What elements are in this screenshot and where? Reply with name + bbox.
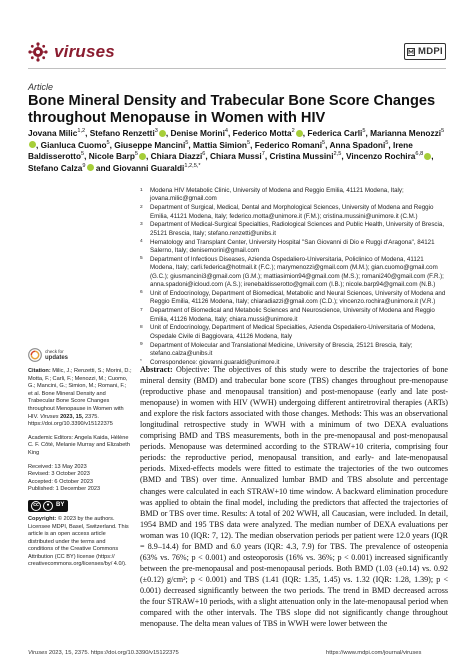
author-affiliation-ref: 7 — [261, 151, 265, 158]
author-name[interactable]: Vincenzo Rochira — [345, 151, 416, 162]
journal-header — [28, 42, 446, 64]
author-affiliation-ref: 5 — [385, 139, 389, 146]
author-separator: , — [431, 151, 434, 162]
affiliation-text: Modena HIV Metabolic Clinic, University of Modena and Reggio Emilia, 41121 Modena, Italy; jovana.milic@gmail.com — [150, 187, 404, 203]
author-separator: , — [109, 139, 115, 150]
author-affiliation-ref: 5 — [134, 151, 139, 158]
abstract-text: Objective: The objectives of this study were to describe the trajectories of bone mineral density (BMD) and trabecular bone score (TBS) changes throughout pre-menopause (reproductive phase and menopausal transition) and post-menopause (early and late post-menopause) in women with HIV (WWH) undergoing different antiretroviral therapies (ARTs) and explore the risk factors associated with those changes. Methods: This was an observational longitudinal retrospective study in WWH with a minimum of two DEXA evaluations comprising BMD and TBS measurements, both in the pre-menopausal and post-menopausal periods. Menopause was determined according to the STRAW+10 criteria, comprising four periods: the reproductive period, menopausal transition, and early- and late-menopausal periods. Mixed-effects models were fitted to estimate the trajectories of the two outcomes (BMD and TBS) over time. Annualized lumbar BMD and TBS absolute and percentage changes were calculated in each STRAW+10 time window. A backward elimination procedure was applied to obtain the final model, including the predictors that affected the trajectories of BMD or TBS over time. Results: A total of 202 WWH, all Caucasian, were included. In detail, 1954 BMD and 195 TBS data were analyzed. The median number of DEXA evaluations per woman was 10 (IQR: 7, 12). The median observation periods per patient were 12.0 years (IQR = 8.9–14.4) for BMD and 6.0 years (IQR: 4.3, 7.9) for TBS. The prevalence of osteopenia (63% vs. 76%; p < 0.001) and osteoporosis (16% vs. 36%; p < 0.001) increased significantly between the pre-menopausal and post-menopausal periods. Both BMD (1.03 (±0.14) vs. 0.92 (±0.12) g/cm²; p < 0.001) and TBS (1.41 (IQR: 1.35, 1.45) vs. 1.32 (IQR: 1.28, 1.39); p < 0.001) decreased significantly between the two periods. The trend in BMD decreased across the four STRAW+10 periods, with a slight attenuation only in the late-menopausal period when compared with the other intervals. The TBS slope did not significantly change throughout menopause. The delta mean values of TBS in WWH were lower between the — [140, 365, 448, 629]
mdpi-logo[interactable] — [404, 43, 446, 60]
affiliation-text: Unit of Endocrinology, Department of Medical Specialties, Azienda Ospedaliero-Universitaria of Modena, Ospedale Civile di Baggiovara, 41126 Modena, Italy — [150, 324, 436, 340]
author-affiliation-ref: 6 — [202, 151, 206, 158]
citation-volume: 2023, 15, — [60, 413, 84, 420]
orcid-icon[interactable] — [29, 141, 36, 148]
copyright-label: Copyright: — [28, 515, 57, 522]
author-separator: , — [341, 151, 346, 162]
check-updates-label: check for updates — [45, 348, 69, 361]
affiliation-number: 4 — [140, 239, 143, 245]
citation-journal: Viruses — [39, 413, 59, 420]
author-affiliation-ref: 3 — [154, 128, 158, 135]
orcid-icon[interactable] — [296, 130, 303, 137]
author-separator: , — [146, 151, 151, 162]
author-name[interactable]: Giuseppe Mancini — [114, 139, 186, 150]
author-separator: , — [205, 151, 211, 162]
affiliation-item — [140, 307, 448, 324]
author-separator: , — [365, 128, 371, 138]
orcid-icon[interactable] — [139, 153, 146, 160]
author-affiliation-ref: 1,2,5,* — [184, 163, 201, 170]
author-name[interactable]: Chiara Mussi — [210, 151, 262, 162]
citation-block — [28, 368, 132, 429]
author-separator: , — [165, 128, 171, 138]
affiliation-number: 8 — [140, 324, 143, 330]
author-affiliation-ref: 5 — [322, 139, 326, 146]
check-updates-icon — [28, 348, 42, 362]
author-separator: , — [264, 151, 270, 162]
affiliation-text: Department of Surgical, Medical, Dental and Morphological Sciences, University of Modena and Reggio Emilia, 41121 Modena, Italy; federico.motta@unimore.it (F.M.); cristina.mussini@unimore.it (C.M.) — [150, 204, 434, 220]
author-name[interactable]: Federico Motta — [232, 128, 292, 138]
author-affiliation-ref: 5 — [441, 128, 445, 135]
footer-journal: Viruses — [28, 650, 48, 656]
journal-logo[interactable] — [28, 42, 115, 62]
abstract-label: Abstract: — [140, 365, 173, 374]
mdpi-mark-icon — [407, 48, 415, 56]
author-affiliation-ref: 5 — [106, 139, 110, 146]
author-separator: , — [302, 128, 308, 138]
publisher-name: MDPI — [418, 46, 443, 57]
author-name[interactable]: Stefano Calza — [28, 162, 83, 173]
citation-text: Milic, J.; Renzetti, S.; Morini, D.; Motta, F.; Carli, F.; Menozzi, M.; Cuomo, G.; Mancini, G.; Simion, M.; Romani, F.; et al. Bone Mineral Density and Trabecular Bone Score Changes throughout Menopause in Women with HIV. — [28, 368, 132, 420]
affiliation-number: 6 — [140, 290, 143, 296]
affiliation-number: 5 — [140, 256, 143, 262]
affiliation-text: Correspondence: giovanni.guaraldi@unimore.it — [150, 358, 280, 366]
author-list — [28, 128, 446, 174]
author-affiliation-ref: 5 — [81, 151, 85, 158]
citation-label: Citation: — [28, 368, 51, 374]
affiliation-number: 2 — [140, 204, 143, 210]
cc-by-label: BY — [56, 502, 65, 509]
affiliation-number: * — [140, 359, 142, 365]
citation-doi-link[interactable]: 2375. https://doi.org/10.3390/v15122375 — [28, 413, 113, 428]
author-name[interactable]: Federico Romani — [254, 139, 323, 150]
academic-editors: Academic Editors: Angela Kaida, Hélène C. F. Côté, Melanie Murray and Elizabeth King — [28, 434, 130, 456]
attribution-person-icon: ● — [43, 501, 53, 511]
footer-journal-link[interactable]: https://www.mdpi.com/journal/viruses — [326, 650, 422, 656]
virus-icon — [28, 42, 48, 62]
author-affiliation-ref: 1,2 — [77, 128, 86, 135]
orcid-icon[interactable] — [159, 130, 166, 137]
cc-license-badge[interactable] — [28, 500, 68, 512]
author-name[interactable]: Denise Morini — [170, 128, 225, 138]
author-affiliation-ref: 4 — [224, 128, 229, 135]
affiliation-item — [140, 204, 448, 221]
author-name[interactable]: Federica Carli — [307, 128, 363, 138]
affiliation-text: Department of Medical-Surgical Specialties, Radiological Sciences and Public Health, University of Brescia, 25121 Brescia, Italy; stefano.renzetti@unibs.it — [150, 221, 445, 237]
affiliation-item — [140, 342, 448, 359]
publication-date: Accepted: 6 October 2023 — [28, 478, 93, 485]
affiliation-text: Unit of Endocrinology, Department of Biomedical, Metabolic and Neural Sciences, University of Modena and Reggio Emilia, 41126 Modena, Italy; chiaradiazzi@gmail.com (C.D.); vincenzo.rochira@unimore.it (V.R.) — [150, 289, 446, 306]
author-separator: , — [85, 128, 90, 138]
article-title: Bone Mineral Density and Trabecular Bone Score Changes throughout Menopause in Women with HIV — [28, 93, 436, 126]
publication-date: Revised: 3 October 2023 — [28, 471, 90, 478]
author-name[interactable]: Chiara Diazzi — [150, 151, 203, 162]
author-name[interactable]: Stefano Renzetti — [89, 128, 155, 138]
affiliation-text: Hematology and Transplant Center, University Hospital "San Giovanni di Dio e Ruggi d'Aragona", 84121 Salerno, Italy; denisemorini@gmail.com — [150, 238, 435, 255]
affiliation-item — [140, 290, 448, 307]
affiliation-number: 7 — [140, 307, 143, 313]
affiliation-number: 3 — [140, 221, 143, 227]
author-affiliation-ref: 6,8 — [415, 151, 424, 158]
affiliation-item — [140, 256, 448, 290]
publication-date: Received: 13 May 2023 — [28, 463, 87, 470]
author-affiliation-ref: 5 — [246, 139, 251, 146]
article-sidebar — [28, 348, 132, 575]
author-name[interactable]: Nicole Barp — [88, 151, 135, 162]
author-affiliation-ref: 2,5 — [333, 151, 342, 158]
affiliation-item — [140, 324, 448, 341]
affiliation-number: 9 — [140, 342, 143, 348]
orcid-icon[interactable] — [87, 164, 94, 171]
author-separator: , — [228, 128, 233, 138]
author-name[interactable]: Mattia Simion — [193, 139, 247, 150]
author-separator: , — [250, 139, 255, 150]
affiliation-number: 1 — [140, 187, 143, 193]
affiliation-item — [140, 221, 448, 238]
copyright-notice — [28, 516, 132, 569]
author-separator: , — [325, 139, 330, 150]
author-affiliation-ref: 2 — [291, 128, 295, 135]
affiliation-text: Department of Molecular and Translational Medicine, University of Brescia, 25121 Brescia, Italy; stefano.calza@unibs.it — [150, 341, 413, 357]
author-affiliation-ref: 5 — [362, 128, 366, 135]
abstract — [140, 364, 448, 629]
affiliation-text: Department of Infectious Diseases, Azienda Ospedaliero-Universitaria, Policlinico of Modena, 41121 Modena, Italy; carli.federica@hotmail.it (F.C.); marymenozzi@gmail.com (M.M.); gian.cuomo@gmail.com (G.C.); giusmancini3@gmail.com (G.M.); mattiasimion94@gmail.com (M.S.); romani240@gmail.com (F.R.); anna.spadoni@icloud.com (A.S.); irenebaldisserotto@gmail.com (I.B.); nicole.barp94@gmail.com (N.B.) — [150, 255, 444, 289]
author-separator: , — [188, 139, 194, 150]
publication-date: Published: 1 December 2023 — [28, 486, 101, 493]
journal-name: viruses — [54, 42, 115, 61]
author-name[interactable]: Marianna Menozzi — [370, 128, 442, 138]
affiliation-list — [140, 187, 448, 367]
author-affiliation-ref: 5 — [185, 139, 189, 146]
author-affiliation-ref: 9 — [82, 163, 86, 170]
author-name[interactable]: and Giovanni Guaraldi — [95, 162, 185, 173]
author-name[interactable]: Jovana Milic — [28, 128, 78, 138]
author-separator: , — [84, 151, 89, 162]
copyright-text: © 2023 by the authors. Licensee MDPI, Basel, Switzerland. This article is an open access article distributed under the terms and conditions of the Creative Commons Attribution (CC BY) license (https:// creativecommons.org/licenses/by/ 4.0/). — [28, 515, 129, 568]
publication-dates — [28, 464, 132, 494]
author-name[interactable]: Gianluca Cuomo — [40, 139, 107, 150]
author-separator: , — [36, 139, 41, 150]
author-separator: , — [388, 139, 394, 150]
check-updates-button[interactable] — [28, 348, 132, 362]
affiliation-item — [140, 239, 448, 256]
footer-doi-link[interactable]: 2023, 15, 2375. https://doi.org/10.3390/v15122375 — [48, 650, 179, 656]
author-name[interactable]: Anna Spadoni — [329, 139, 386, 150]
author-name[interactable]: Cristina Mussini — [269, 151, 334, 162]
author-name[interactable]: Irene Baldisserotto — [28, 139, 413, 162]
affiliation-item — [140, 187, 448, 204]
header-divider — [28, 68, 446, 69]
article-type: Article — [28, 82, 54, 92]
cc-icon: cc — [31, 501, 41, 511]
affiliation-text: Department of Biomedical and Metabolic Sciences and Neuroscience, University of Modena and Reggio Emilia, 41126 Modena, Italy; chiara.mussi@unimore.it — [150, 307, 435, 323]
page-footer — [28, 650, 422, 656]
